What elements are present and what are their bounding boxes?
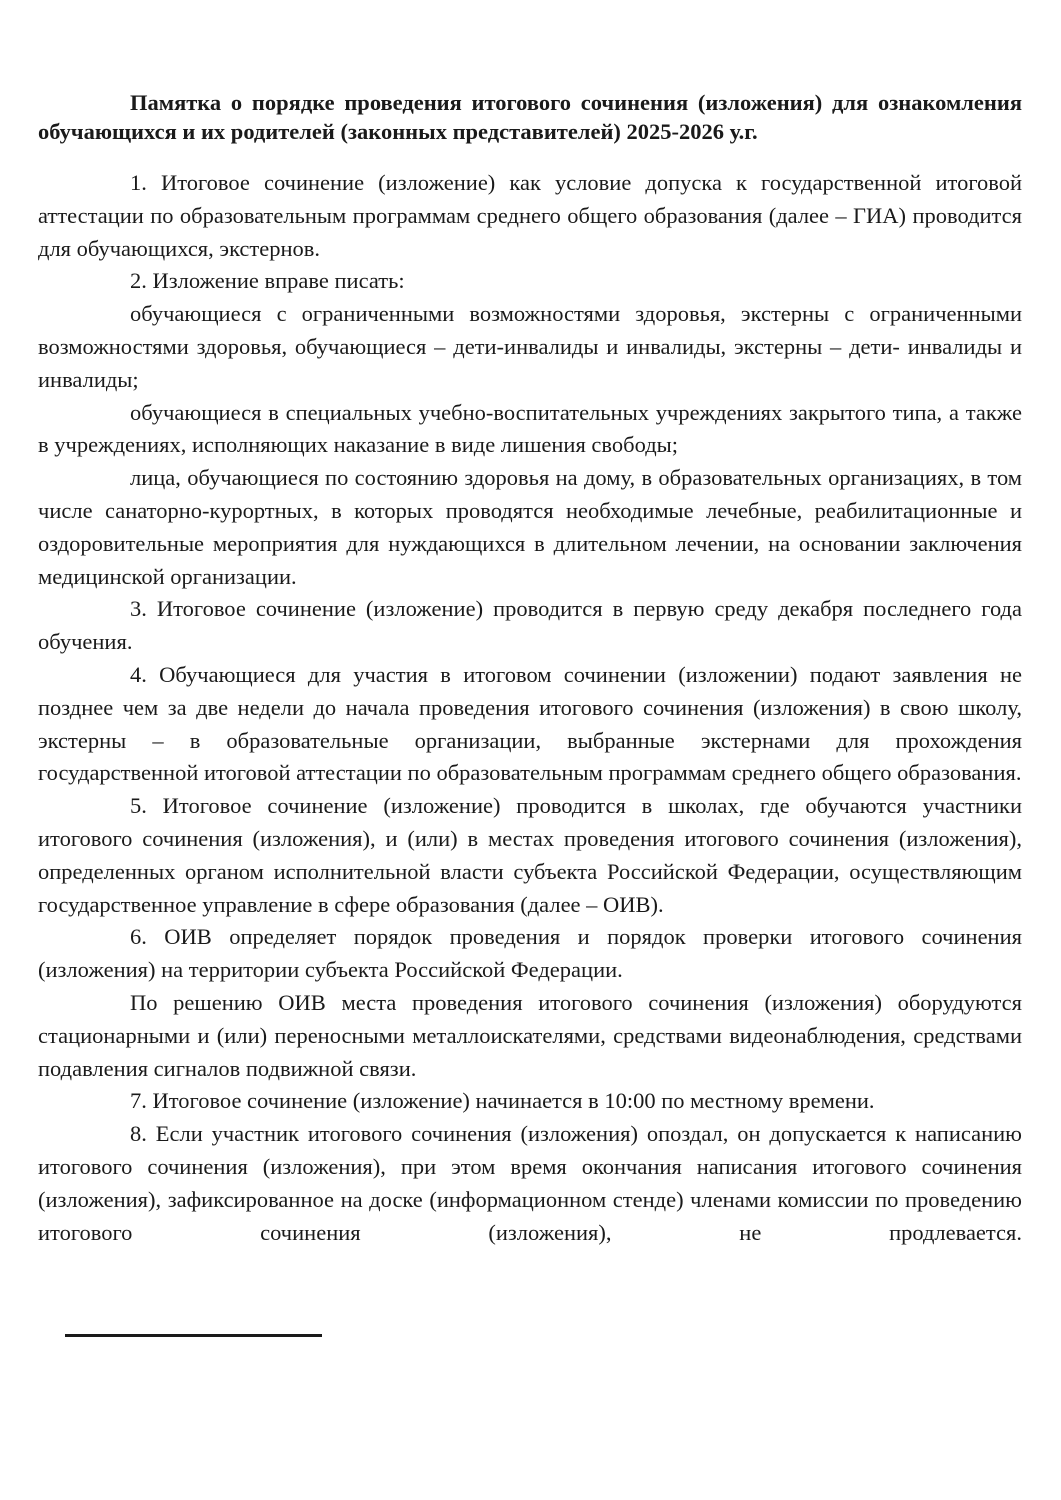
paragraph: 6. ОИВ определяет порядок проведения и порядок проверки итогового сочинения (изложения) на территории субъекта Российской Федерации.: [38, 924, 1022, 983]
paragraph: лица, обучающиеся по состоянию здоровья на дому, в образовательных организациях, в том числе санаторно-курортных, в которых проводятся необходимые лечебные, реабилитационные и оздоровительные мероприятия для нуждающихся в длительном лечении, на основании заключения медицинской организации.: [38, 465, 1022, 589]
paragraph: 8. Если участник итогового сочинения (изложения) опоздал, он допускается к написанию итогового сочинения (изложения), при этом время окончания написания итогового сочинения (изложения), зафиксированное на доске (информационном стенде) членами комиссии по проведению итогового сочинения (изложения), не продлевается.: [38, 1121, 1022, 1245]
paragraph: 3. Итоговое сочинение (изложение) проводится в первую среду декабря последнего года обучения.: [38, 596, 1022, 655]
document-body: [38, 167, 1022, 1249]
paragraph: обучающиеся в специальных учебно-воспитательных учреждениях закрытого типа, а также в учреждениях, исполняющих наказание в виде лишения свободы;: [38, 399, 1022, 458]
paragraph: 4. Обучающиеся для участия в итоговом сочинении (изложении) подают заявления не позднее чем за две недели до начала проведения итогового сочинения (изложения) в свою школу, экстерны – в образовательные организации, выбранные экстернами для прохождения государственной итоговой аттестации по образовательным программам среднего общего образования.: [38, 661, 1022, 786]
paragraph: обучающиеся с ограниченными возможностями здоровья, экстерны с ограниченными возможностями здоровья, обучающиеся – дети-инвалиды и инвалиды, экстерны – дети- инвалиды и инвалиды;: [38, 301, 1022, 392]
document-title: Памятка о порядке проведения итогового сочинения (изложения) для ознакомления обучающихся и их родителей (законных представителей) 2025-2026 у.г.: [38, 90, 1022, 144]
paragraph: 5. Итоговое сочинение (изложение) проводится в школах, где обучаются участники итогового сочинения (изложения), и (или) в местах проведения итогового сочинения (изложения), определенных органом исполнительной власти субъекта Российской Федерации, осуществляющим государственное управление в сфере образования (далее – ОИВ).: [38, 793, 1022, 917]
paragraph: 1. Итоговое сочинение (изложение) как условие допуска к государственной итоговой аттестации по образовательным программам среднего общего образования (далее – ГИА) проводится для обучающихся, экстернов.: [38, 170, 1022, 261]
paragraph: 7. Итоговое сочинение (изложение) начинается в 10:00 по местному времени.: [130, 1088, 875, 1114]
paragraph: 2. Изложение вправе писать:: [130, 268, 405, 294]
footnote-separator: [65, 1334, 322, 1337]
paragraph: По решению ОИВ места проведения итогового сочинения (изложения) оборудуются стационарными и (или) переносными металлоискателями, средствами видеонаблюдения, средствами подавления сигналов подвижной связи.: [38, 989, 1022, 1081]
